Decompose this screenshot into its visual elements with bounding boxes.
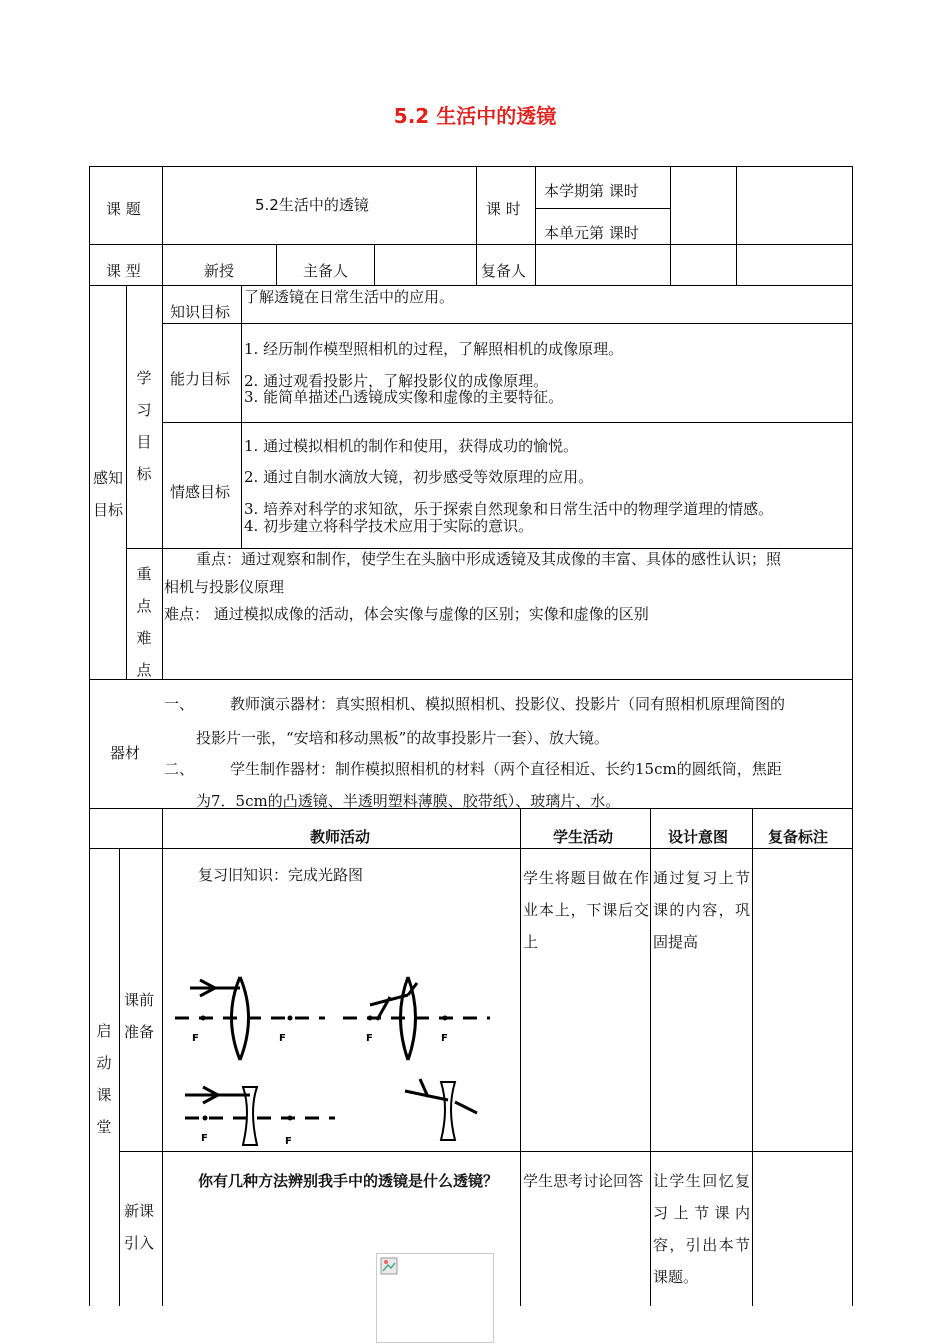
difficulty-line: 难点： 通过模拟成像的活动，体会实像与虚像的区别；实像和虚像的区别 [164, 605, 649, 623]
col-divider [670, 166, 671, 285]
equipment-item2-num: 二、 [164, 760, 195, 778]
period-unit: 本单元第 课时 [544, 224, 639, 242]
keypoint-line1: 重点：通过观察和制作，使学生在头脑中形成透镜及其成像的丰富、具体的感性认识；照 [196, 550, 782, 568]
col-divider [241, 285, 242, 548]
concave-lens-shape [441, 1082, 455, 1140]
focus-label: F [192, 1033, 199, 1044]
focus-label: F [366, 1033, 373, 1044]
row-label: 新课引入 [124, 1202, 155, 1252]
document-title: 5.2 生活中的透镜 [393, 104, 557, 128]
row-divider [89, 285, 853, 286]
focus-label: F [285, 1136, 292, 1147]
row-divider [89, 848, 853, 849]
period-divider [535, 208, 670, 209]
type-value: 新授 [204, 262, 235, 280]
co-prep-label: 复备人 [481, 262, 527, 280]
main-prep-label: 主备人 [303, 262, 349, 280]
keypoint-label: 重点难点 [136, 565, 152, 679]
focus-label: F [201, 1133, 208, 1144]
col-divider [126, 285, 127, 679]
equipment-item2-line2: 为7．5cm的凸透镜、半透明塑料薄膜、胶带纸）、玻璃片、水。 [196, 792, 621, 810]
col-divider [162, 285, 163, 679]
student-activity: 学生将题目做在作业本上，下课后交上 [523, 869, 649, 951]
col-divider [162, 808, 163, 1306]
col-divider [476, 166, 477, 285]
emotion-label: 情感目标 [170, 483, 231, 501]
row-divider [126, 548, 853, 549]
table-border-top [89, 166, 853, 167]
topic-label: 课 题 [106, 200, 141, 218]
teacher-activity: 你有几种方法辨别我手中的透镜是什么透镜？ [198, 1172, 499, 1190]
table-border-right [852, 166, 853, 1306]
col-divider [520, 808, 521, 1306]
equipment-label: 器材 [110, 744, 141, 762]
teacher-activity: 复习旧知识：完成光路图 [198, 866, 364, 884]
period-label: 课 时 [486, 200, 521, 218]
col-header-design: 设计意图 [668, 828, 729, 846]
equipment-item2-line1: 学生制作器材：制作模拟照相机的材料（两个直径相近、长约15cm的圆纸筒，焦距 [230, 760, 782, 778]
knowledge-label: 知识目标 [170, 303, 231, 321]
ability-label: 能力目标 [170, 370, 231, 388]
focus-label: F [279, 1033, 286, 1044]
col-divider [535, 166, 536, 285]
col-divider [752, 808, 753, 1306]
col-divider [736, 166, 737, 285]
image-placeholder [376, 1253, 494, 1343]
col-divider [119, 848, 120, 1306]
equipment-item1-num: 一、 [164, 695, 195, 713]
student-activity: 学生思考讨论回答 [523, 1172, 644, 1190]
table-border-left [89, 166, 90, 1306]
emotion-item: 4. 初步建立将科学技术应用于实际的意识。 [244, 517, 534, 535]
emotion-item: 3. 培养对科学的求知欲，乐于探索自然现象和日常生活中的物理学道理的情感。 [244, 500, 774, 518]
ray-diagram [165, 955, 505, 1150]
knowledge-text: 了解透镜在日常生活中的应用。 [244, 288, 455, 306]
design-intent: 让学生回忆复习上节课内容，引出本节课题。 [653, 1172, 750, 1286]
col-divider [162, 166, 163, 285]
type-label: 课 型 [106, 262, 141, 280]
study-goal-label: 学习目标 [136, 369, 152, 483]
col-divider [650, 808, 651, 1306]
row-label: 课前准备 [124, 991, 155, 1041]
row-divider [89, 244, 853, 245]
ability-item: 2. 通过观看投影片，了解投影仪的成像原理。 [244, 372, 549, 390]
broken-image-icon [380, 1257, 398, 1275]
design-intent: 通过复习上节课的内容，巩固提高 [653, 869, 750, 951]
row-divider [162, 422, 853, 423]
col-header-student: 学生活动 [553, 828, 614, 846]
col-divider [276, 244, 277, 285]
keypoint-line2: 相机与投影仪原理 [164, 578, 285, 596]
row-divider [89, 679, 853, 680]
topic-value: 5.2生活中的透镜 [255, 196, 369, 214]
emotion-item: 1. 通过模拟相机的制作和使用，获得成功的愉悦。 [244, 437, 579, 455]
equipment-item1-line2: 投影片一张，“安培和移动黑板”的故事投影片一套）、放大镜。 [196, 729, 609, 747]
col-header-teacher: 教师活动 [310, 828, 371, 846]
focus-label: F [441, 1033, 448, 1044]
emotion-item: 2. 通过自制水滴放大镜，初步感受等效原理的应用。 [244, 468, 594, 486]
equipment-item1-line1: 教师演示器材：真实照相机、模拟照相机、投影仪、投影片（同有照相机原理简图的 [230, 695, 786, 713]
period-semester: 本学期第 课时 [544, 182, 639, 200]
outer-goal-label: 感知目标 [92, 469, 123, 519]
col-divider [374, 244, 375, 285]
stage-label: 启动课堂 [96, 1022, 112, 1136]
col-header-review: 复备标注 [768, 828, 829, 846]
ability-item: 1. 经历制作模型照相机的过程，了解照相机的成像原理。 [244, 340, 624, 358]
row-divider [162, 323, 853, 324]
row-divider [119, 1151, 853, 1152]
ability-item: 3. 能简单描述凸透镜成实像和虚像的主要特征。 [244, 388, 564, 406]
